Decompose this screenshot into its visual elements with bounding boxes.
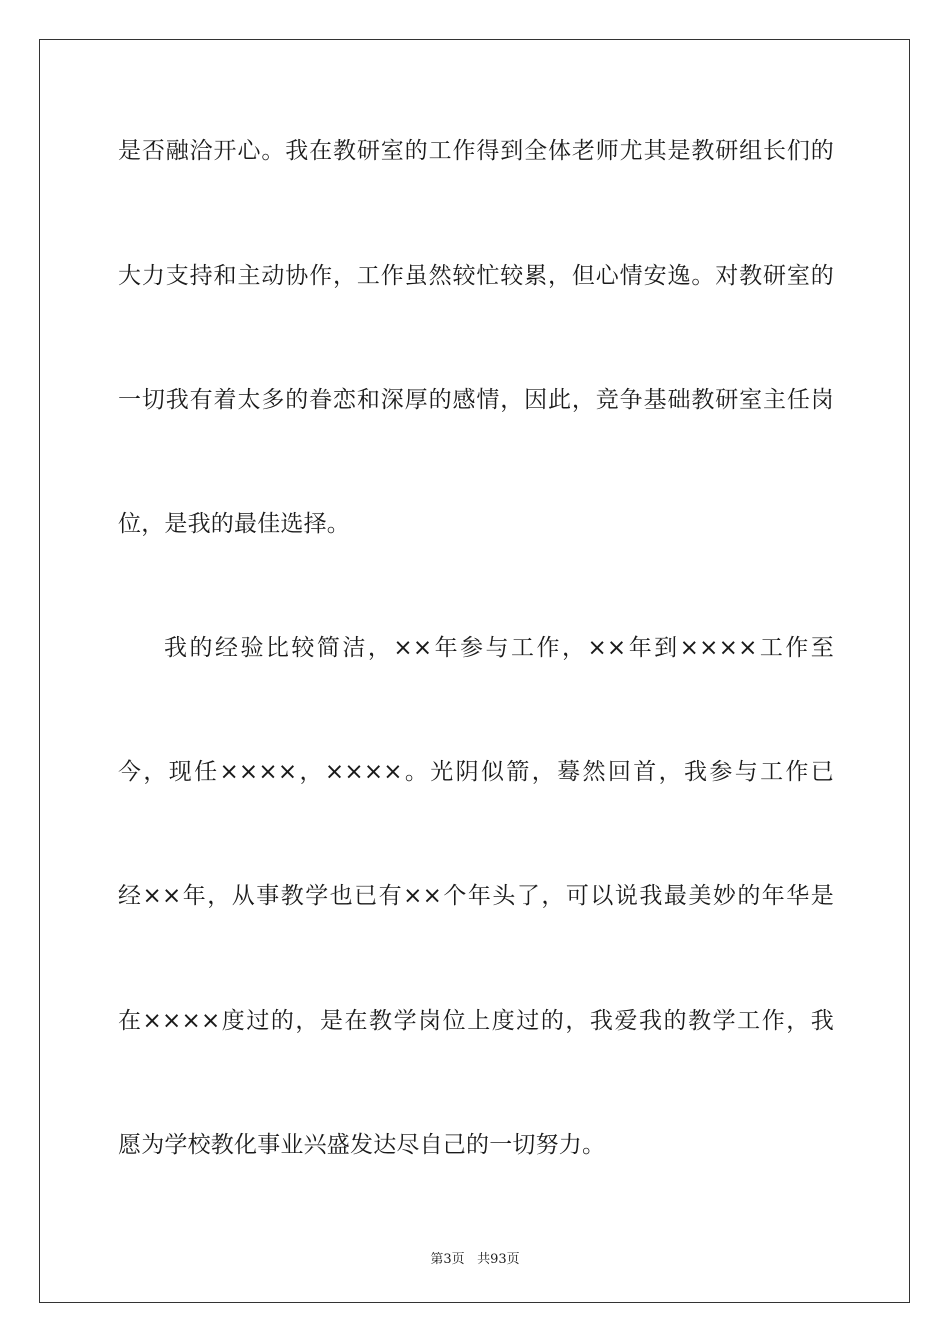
text-line: 一切我有着太多的眷恋和深厚的感情，因此，竞争基础教研室主任岗: [118, 387, 834, 413]
text-line: 经××年，从事教学也已有××个年头了，可以说我最美妙的年华是: [118, 883, 834, 909]
page-border: [39, 39, 910, 1303]
text-line: 我的经验比较简洁，××年参与工作，××年到××××工作至: [164, 635, 834, 661]
text-line: 是否融洽开心。我在教研室的工作得到全体老师尤其是教研组长们的: [118, 138, 834, 164]
text-line: 大力支持和主动协作，工作虽然较忙较累，但心情安逸。对教研室的: [118, 263, 834, 289]
page-footer: [0, 1248, 950, 1267]
text-line: 今，现任××××，××××。光阴似箭，蓦然回首，我参与工作已: [118, 759, 834, 785]
text-line: 在××××度过的，是在教学岗位上度过的，我爱我的教学工作，我: [118, 1008, 834, 1034]
page-number: 第3页: [430, 1252, 465, 1267]
text-line: 位，是我的最佳选择。: [118, 511, 350, 537]
text-line: 愿为学校教化事业兴盛发达尽自己的一切努力。: [118, 1132, 606, 1158]
page-total: 共93页: [477, 1252, 520, 1267]
